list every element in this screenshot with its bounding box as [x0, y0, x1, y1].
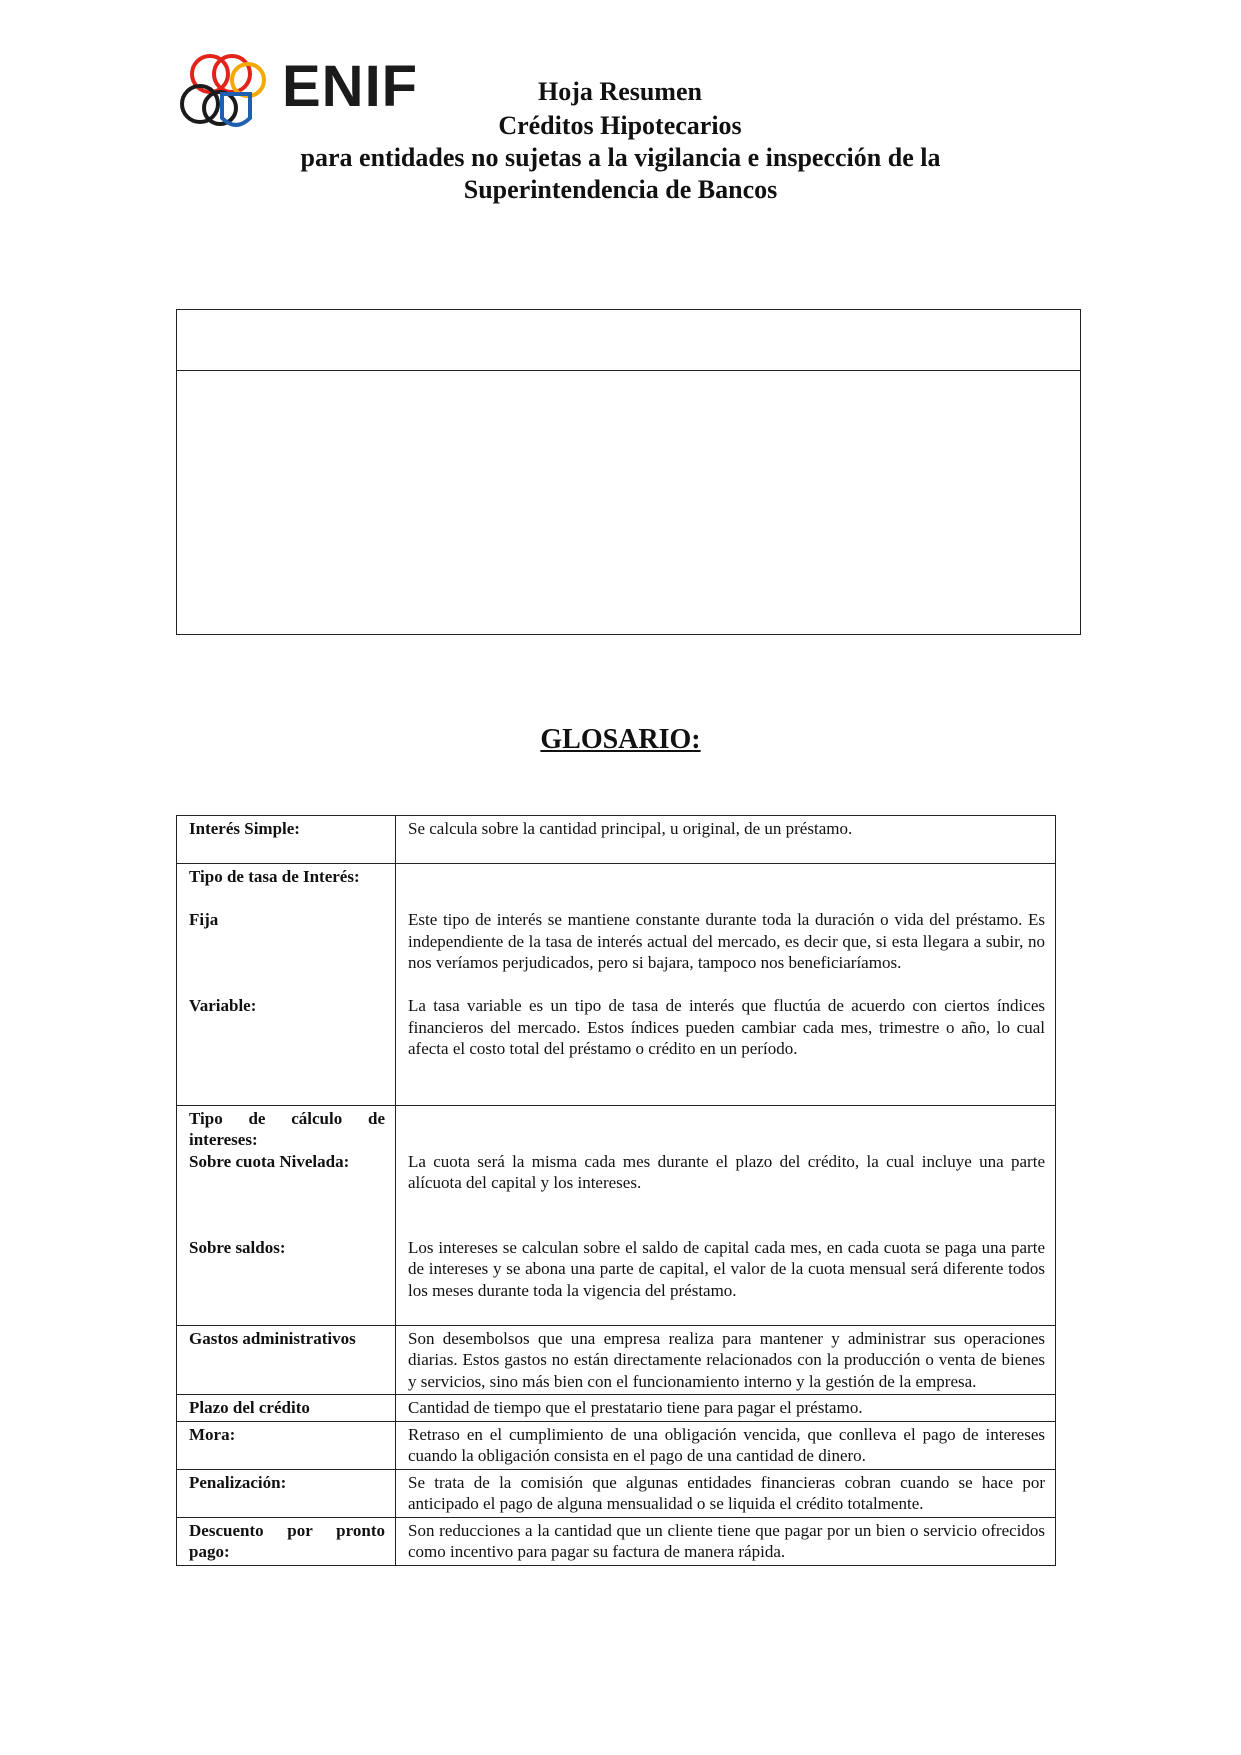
- glossary-title: GLOSARIO:: [540, 724, 701, 755]
- title-line-2: Créditos Hipotecarios: [498, 111, 742, 140]
- glossary-definition: [396, 1105, 1056, 1325]
- title-line-4: Superintendencia de Bancos: [463, 175, 778, 204]
- definition-text: La tasa variable es un tipo de tasa de interés que fluctúa de acuerdo con ciertos índices financieros del mercado. Estos índices pueden cambiar cada mes, trimestre o año, lo cual afecta el costo total del préstamo o crédito en un período.: [408, 996, 1045, 1058]
- summary-box: [176, 309, 1081, 635]
- glossary-definition: Son desembolsos que una empresa realiza para mantener y administrar sus operaciones diarias. Estos gastos no están directamente relacionados con la producción o venta de bienes y servicios, sino más bien con el funcionamiento interno y la gestión de la empresa.: [396, 1325, 1056, 1395]
- glossary-definition: Cantidad de tiempo que el prestatario tiene para pagar el préstamo.: [396, 1395, 1056, 1422]
- table-row: [177, 1469, 1056, 1517]
- definition-text: Se calcula sobre la cantidad principal, u original, de un préstamo.: [408, 819, 853, 838]
- glossary-term: Sobre saldos:: [189, 1237, 286, 1257]
- glossary-term: Variable:: [189, 996, 257, 1015]
- glossary-definition: Son reducciones a la cantidad que un cliente tiene que pagar por un bien o servicio ofrecidos como incentivo para pagar su factura de manera rápida.: [396, 1517, 1056, 1565]
- logo-wordmark: ENIF: [282, 54, 419, 119]
- table-row: [177, 1517, 1056, 1565]
- definition-text: Los intereses se calculan sobre el saldo de capital cada mes, en cada cuota se paga una parte de intereses y se abona una parte de capital, el valor de la cuota mensual será diferente todos los meses durante toda la vigencia del préstamo.: [408, 1237, 1045, 1300]
- table-row: [177, 864, 1056, 1106]
- table-row: [177, 1105, 1056, 1325]
- summary-box-header-row: [177, 310, 1080, 371]
- title-line-3: para entidades no sujetas a la vigilancia e inspección de la: [300, 143, 941, 172]
- glossary-term-group: [177, 864, 396, 1106]
- definition-text: La cuota será la misma cada mes durante el plazo del crédito, la cual incluye una parte alícuota del capital y los intereses.: [408, 1151, 1045, 1192]
- glossary-term: Penalización:: [177, 1469, 396, 1517]
- glossary-term-group: [177, 1105, 396, 1325]
- glossary-term: Mora:: [177, 1421, 396, 1469]
- table-row: [177, 1421, 1056, 1469]
- title-line-1: Hoja Resumen: [538, 77, 702, 106]
- glossary-definition: Retraso en el cumplimiento de una obligación vencida, que conlleva el pago de intereses cuando la obligación consista en el pago de una cantidad de dinero.: [396, 1421, 1056, 1469]
- glossary-term: Interés Simple:: [177, 816, 396, 864]
- glossary-table: [176, 815, 1056, 1566]
- glossary-term: Fija: [189, 910, 219, 929]
- glossary-term: Gastos administrativos: [177, 1325, 396, 1395]
- glossary-term: Tipo de cálculo de intereses:: [189, 1108, 385, 1149]
- glossary-definition: [396, 864, 1056, 1106]
- table-row: [177, 1395, 1056, 1422]
- glossary-definition: Se trata de la comisión que algunas entidades financieras cobran cuando se hace por anticipado el pago de alguna mensualidad o se liquida el crédito totalmente.: [396, 1469, 1056, 1517]
- definition-text: Este tipo de interés se mantiene constante durante toda la duración o vida del préstamo. Es independiente de la tasa de interés actual del mercado, es decir que, si esta llegara a subir, no nos veríamos perjudicados, pero si bajara, tampoco nos beneficiaríamos.: [408, 910, 1045, 972]
- glossary-term: Sobre cuota Nivelada:: [189, 1151, 350, 1171]
- table-row: [177, 816, 1056, 864]
- table-row: [177, 1325, 1056, 1395]
- glossary-term: Plazo del crédito: [177, 1395, 396, 1422]
- glossary-term: Tipo de tasa de Interés:: [189, 867, 360, 886]
- glossary-definition: [396, 816, 1056, 864]
- glossary-term: Descuento por pronto pago:: [177, 1517, 396, 1565]
